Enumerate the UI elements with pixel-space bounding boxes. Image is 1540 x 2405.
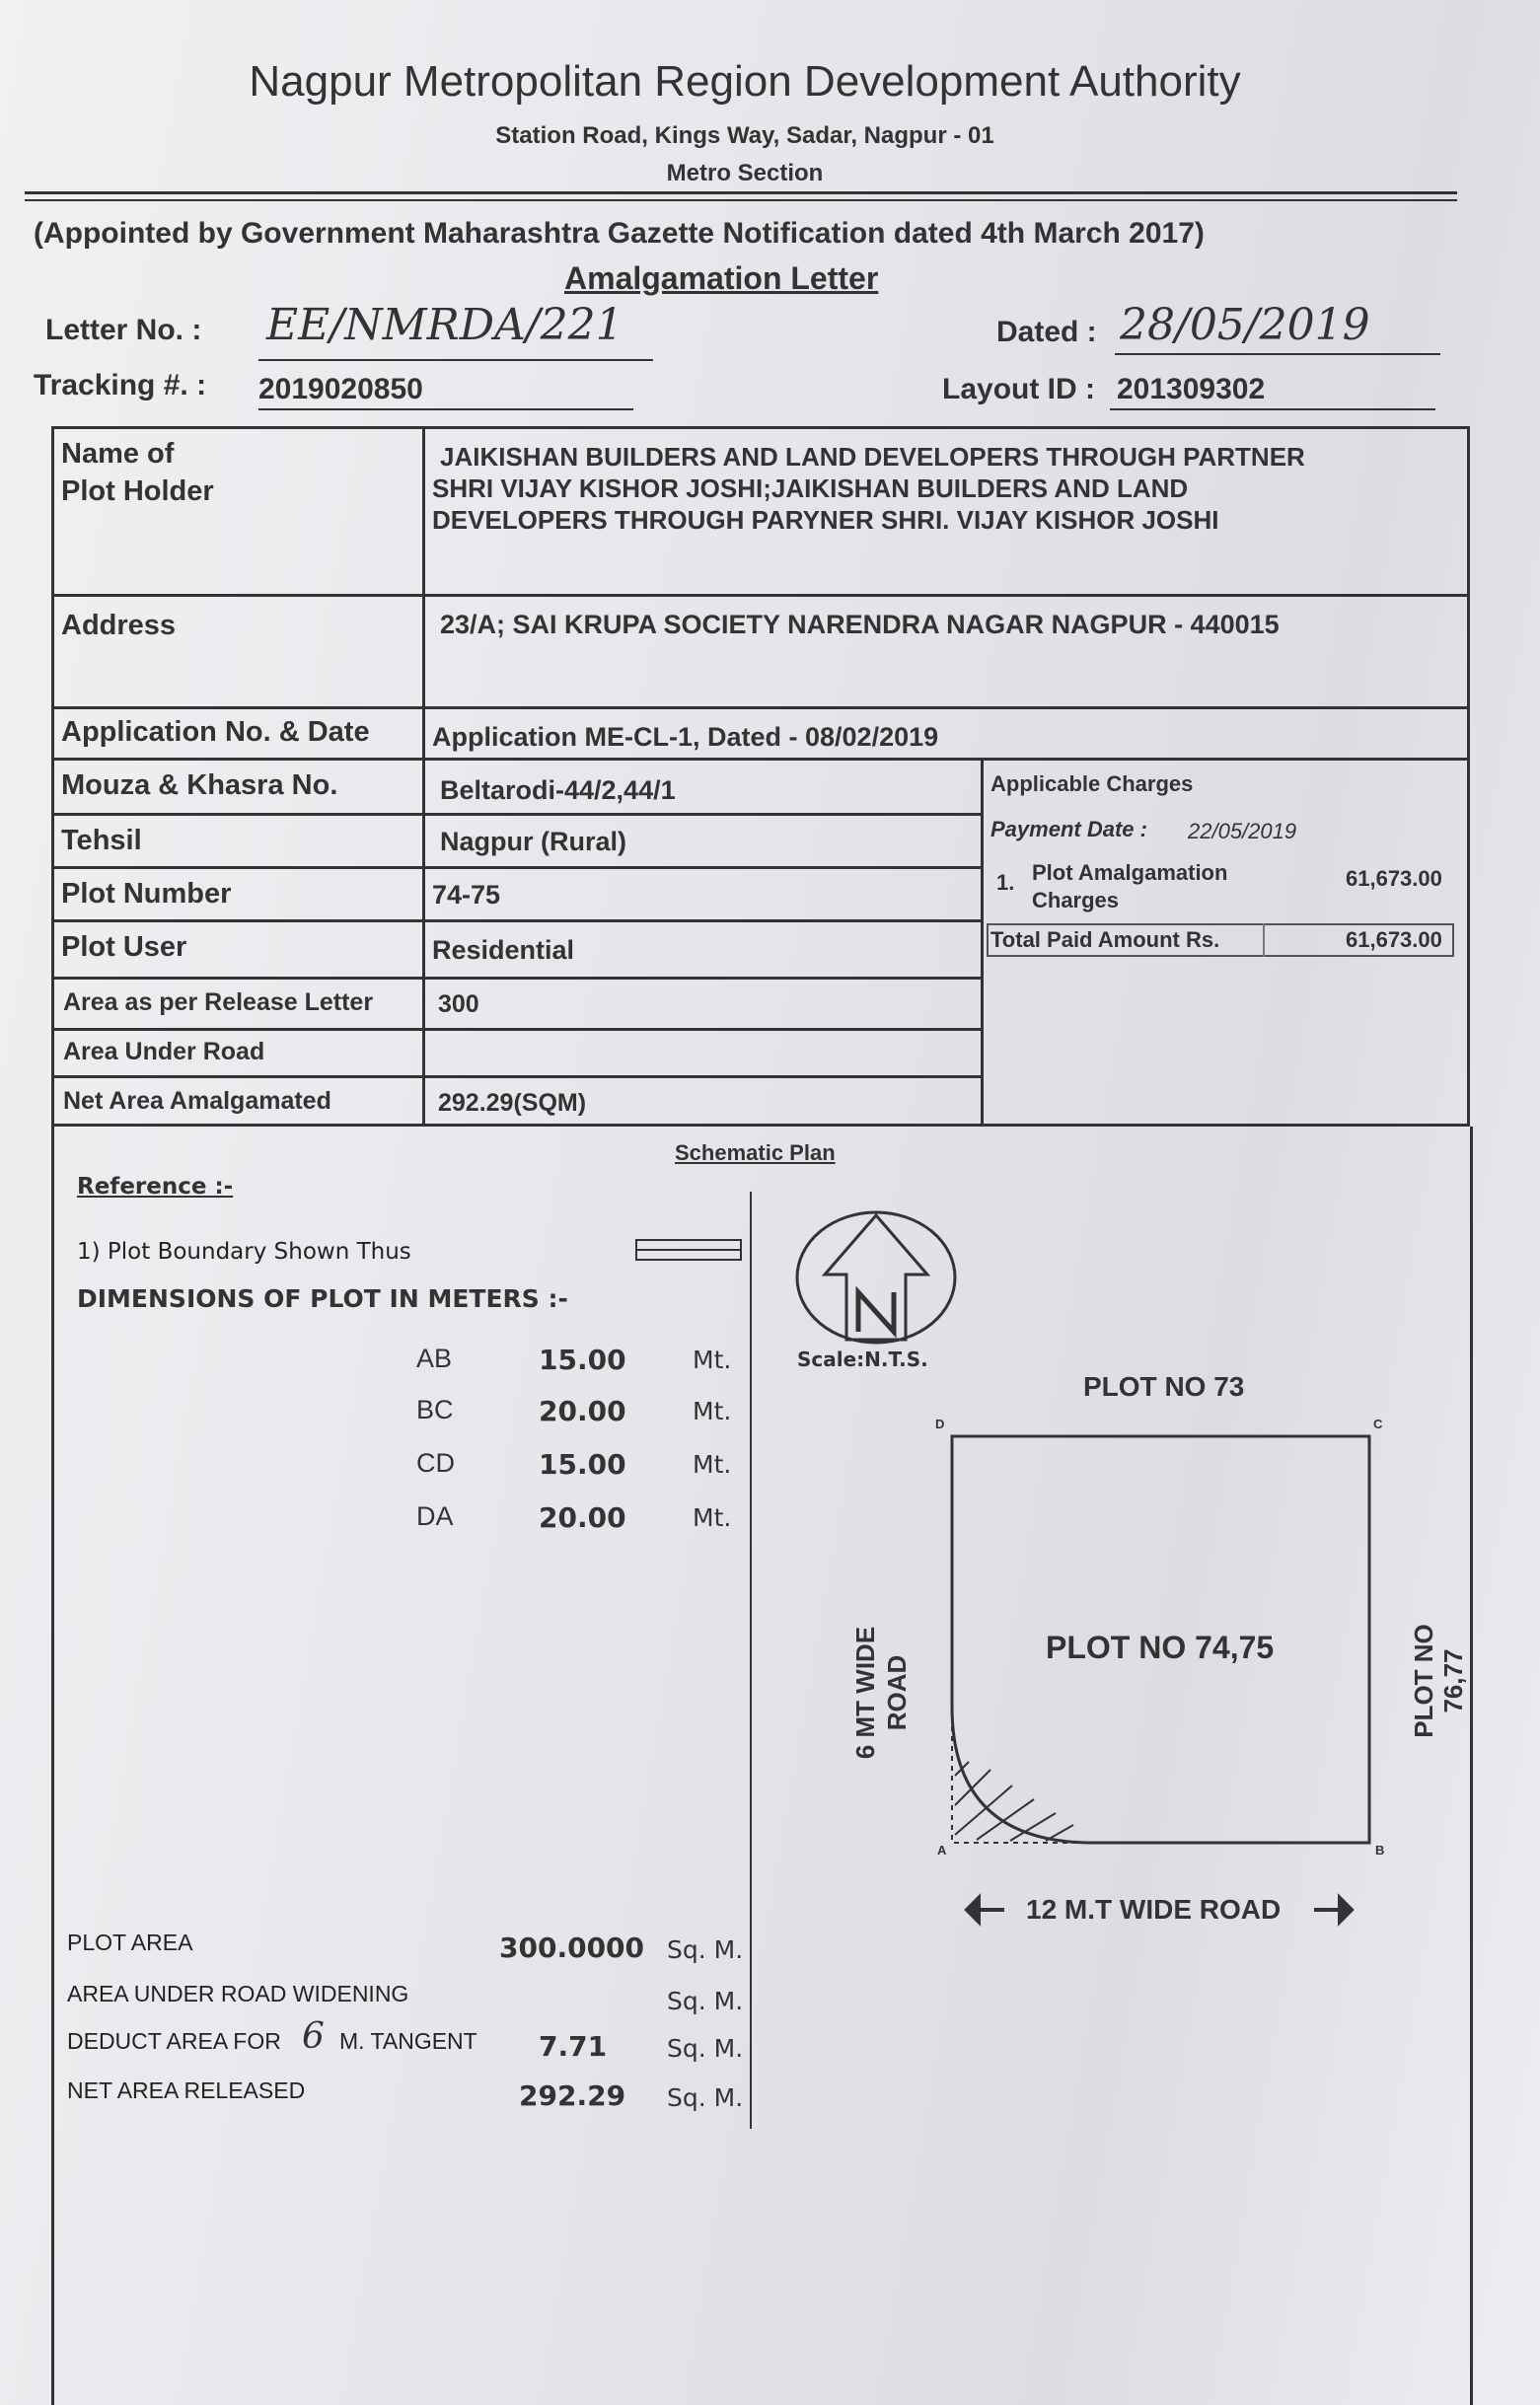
- dimension-side-cd: CD: [416, 1448, 455, 1478]
- tangent-label-2: M. TANGENT: [339, 2028, 477, 2054]
- tehsil-label: Tehsil: [61, 825, 142, 856]
- right-plot-label: [1389, 1598, 1488, 1736]
- tracking-value: 2019020850: [258, 373, 423, 405]
- net-released-value: 292.29: [519, 2079, 626, 2112]
- row-line-3: [51, 758, 1470, 761]
- authority-address: Station Road, Kings Way, Sadar, Nagpur - 01: [495, 122, 994, 149]
- letter-no-label: Letter No. :: [45, 314, 202, 346]
- payment-date-label: Payment Date :: [990, 817, 1147, 841]
- holder-label-2: Plot Holder: [61, 475, 214, 507]
- address-value: 23/A; SAI KRUPA SOCIETY NARENDRA NAGAR NAGPUR - 440015: [440, 610, 1280, 639]
- right-plot-label-line-1: PLOT NO: [1409, 1624, 1438, 1738]
- tangent-hand-value: 6: [302, 2016, 325, 2057]
- row-line-8: [51, 1028, 983, 1031]
- tracking-underline: [258, 408, 633, 410]
- dimension-side-da: DA: [416, 1501, 454, 1531]
- dated-underline: [1115, 353, 1440, 355]
- corner-c-label: C: [1373, 1417, 1383, 1431]
- total-paid-amount: 61,673.00: [1346, 927, 1442, 952]
- plot-number-label: Plot Number: [61, 878, 232, 910]
- holder-label-1: Name of: [61, 438, 175, 470]
- road-widening-unit: Sq. M.: [667, 1987, 744, 2015]
- application-value: Application ME-CL-1, Dated - 08/02/2019: [432, 722, 939, 752]
- tehsil-value: Nagpur (Rural): [440, 827, 626, 856]
- tangent-value: 7.71: [539, 2030, 608, 2063]
- dimensions-title: DIMENSIONS OF PLOT IN METERS :-: [77, 1284, 568, 1313]
- boundary-note: 1) Plot Boundary Shown Thus: [77, 1239, 411, 1265]
- header-rule: [25, 191, 1457, 194]
- layout-value: 201309302: [1117, 373, 1266, 405]
- letter-title: Amalgamation Letter: [564, 260, 879, 296]
- plot-area-label: PLOT AREA: [67, 1930, 193, 1955]
- net-area-label: Net Area Amalgamated: [63, 1087, 331, 1115]
- address-label: Address: [61, 610, 177, 641]
- dated-label: Dated :: [996, 316, 1097, 348]
- plot-user-value: Residential: [432, 935, 575, 965]
- plot-area-unit: Sq. M.: [667, 1935, 744, 1964]
- corner-a-label: A: [937, 1843, 947, 1858]
- net-area-value: 292.29(SQM): [438, 1089, 587, 1117]
- row-line-4: [51, 813, 983, 816]
- top-plot-label: PLOT NO 73: [1083, 1371, 1245, 1402]
- left-road-label-line-2: ROAD: [882, 1654, 912, 1731]
- schematic-plan-drawing: [760, 1194, 1460, 1973]
- plot-number-value: 74-75: [432, 880, 501, 910]
- letter-no-value: EE/NMRDA/221: [266, 300, 623, 350]
- north-arrow-icon: [797, 1212, 955, 1343]
- lower-left-border: [51, 1127, 54, 2405]
- release-label: Area as per Release Letter: [63, 988, 374, 1016]
- plot-area-value: 300.0000: [499, 1931, 645, 1964]
- under-road-label: Area Under Road: [63, 1038, 265, 1065]
- reference-title: Reference :-: [77, 1174, 234, 1200]
- authority-name: Nagpur Metropolitan Region Development Authority: [249, 57, 1241, 106]
- charge-item-amount: 61,673.00: [1346, 866, 1442, 891]
- charge-item-number: 1.: [996, 870, 1015, 895]
- row-line-5: [51, 866, 983, 869]
- boundary-symbol: [635, 1239, 742, 1261]
- dimension-value-da: 20.00: [539, 1501, 626, 1534]
- dated-value: 28/05/2019: [1120, 300, 1370, 350]
- mouza-value: Beltarodi-44/2,44/1: [440, 775, 676, 805]
- dimension-unit-cd: Mt.: [693, 1450, 732, 1479]
- dimension-unit-da: Mt.: [693, 1503, 732, 1532]
- dimension-side-ab: AB: [416, 1344, 453, 1373]
- header-rule-thin: [25, 199, 1457, 201]
- dimension-value-ab: 15.00: [539, 1344, 626, 1376]
- dimension-unit-ab: Mt.: [693, 1346, 732, 1374]
- left-road-label-line-1: 6 MT WIDE: [850, 1626, 880, 1760]
- net-released-label: NET AREA RELEASED: [67, 2077, 306, 2103]
- plan-divider: [750, 1192, 752, 2129]
- plot-user-label: Plot User: [61, 931, 187, 963]
- net-released-unit: Sq. M.: [667, 2083, 744, 2112]
- mouza-label: Mouza & Khasra No.: [61, 769, 338, 801]
- main-plot-label: PLOT NO 74,75: [1046, 1630, 1275, 1665]
- details-col-divider: [422, 426, 425, 1127]
- holder-line-1: JAIKISHAN BUILDERS AND LAND DEVELOPERS THROUGH PARTNER: [440, 442, 1305, 472]
- dimension-side-bc: BC: [416, 1395, 454, 1424]
- section-name: Metro Section: [666, 160, 824, 186]
- tracking-label: Tracking #. :: [34, 369, 207, 401]
- total-paid-label: Total Paid Amount Rs.: [990, 927, 1220, 952]
- right-plot-label-line-2: 76,77: [1438, 1648, 1468, 1713]
- bottom-road-label: 12 M.T WIDE ROAD: [1026, 1894, 1282, 1925]
- charge-item-label-1: Plot Amalgamation: [1032, 860, 1228, 885]
- total-paid-divider: [1263, 923, 1265, 957]
- row-line-1: [51, 594, 1470, 597]
- schematic-title: Schematic Plan: [675, 1140, 836, 1165]
- charges-title: Applicable Charges: [990, 771, 1194, 796]
- dimension-value-bc: 20.00: [539, 1395, 626, 1427]
- road-widening-label: AREA UNDER ROAD WIDENING: [67, 1981, 409, 2006]
- letter-no-underline: [258, 359, 653, 361]
- left-road-label: [817, 1608, 935, 1760]
- row-line-2: [51, 706, 1470, 709]
- row-line-9: [51, 1075, 983, 1078]
- holder-line-3: DEVELOPERS THROUGH PARYNER SHRI. VIJAY KISHOR JOSHI: [432, 505, 1219, 535]
- payment-date-value: 22/05/2019: [1188, 819, 1297, 843]
- layout-underline: [1110, 408, 1435, 410]
- lower-right-border: [1470, 1127, 1473, 2405]
- dimension-value-cd: 15.00: [539, 1448, 626, 1481]
- release-value: 300: [438, 990, 479, 1018]
- appointment-note: (Appointed by Government Maharashtra Gazette Notification dated 4th March 2017): [34, 217, 1205, 250]
- charge-item-label-2: Charges: [1032, 888, 1120, 912]
- row-line-7: [51, 977, 983, 980]
- layout-label: Layout ID :: [942, 373, 1095, 405]
- corner-b-label: B: [1375, 1843, 1385, 1858]
- holder-line-2: SHRI VIJAY KISHOR JOSHI;JAIKISHAN BUILDERS AND LAND: [432, 474, 1189, 503]
- corner-d-label: D: [935, 1417, 945, 1431]
- tangent-unit: Sq. M.: [667, 2034, 744, 2063]
- scale-note: Scale:N.T.S.: [797, 1348, 928, 1371]
- tangent-label-1: DEDUCT AREA FOR: [67, 2028, 281, 2054]
- application-label: Application No. & Date: [61, 716, 370, 748]
- dimension-unit-bc: Mt.: [693, 1397, 732, 1425]
- row-line-6: [51, 919, 983, 922]
